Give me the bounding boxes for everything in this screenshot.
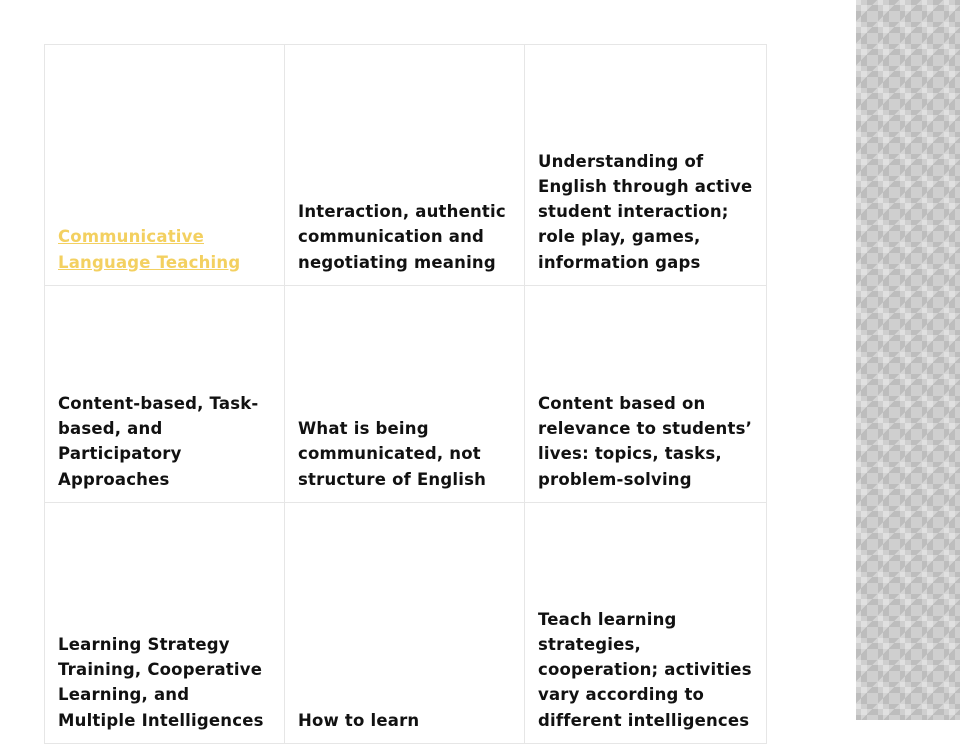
table-row <box>45 503 767 744</box>
focus-cell <box>285 503 525 744</box>
characteristics-text: Understanding of English through active student interaction; role play, games, information gaps <box>538 151 753 272</box>
table-row <box>45 286 767 503</box>
method-cell <box>45 503 285 744</box>
characteristics-text: Content based on relevance to students’ lives: topics, tasks, problem-solving <box>538 393 753 489</box>
method-text: Content-based, Task-based, and Participatory Approaches <box>58 393 259 489</box>
focus-text: Interaction, authentic communication and negotiating meaning <box>298 202 506 272</box>
focus-cell <box>285 45 525 286</box>
characteristics-text: Teach learning strategies, cooperation; activities vary according to different intelligences <box>538 609 752 730</box>
focus-cell <box>285 286 525 503</box>
method-text: Learning Strategy Training, Cooperative Learning, and Multiple Intelligences <box>58 634 264 730</box>
methods-table <box>44 44 767 744</box>
characteristics-cell <box>525 503 767 744</box>
decorative-side-pattern <box>856 0 960 720</box>
method-link-communicative-language-teaching[interactable]: Communicative Language Teaching <box>58 227 241 272</box>
characteristics-cell <box>525 286 767 503</box>
method-cell <box>45 45 285 286</box>
focus-text: How to learn <box>298 710 420 730</box>
table-row <box>45 45 767 286</box>
method-cell <box>45 286 285 503</box>
focus-text: What is being communicated, not structure of English <box>298 419 487 489</box>
characteristics-cell <box>525 45 767 286</box>
